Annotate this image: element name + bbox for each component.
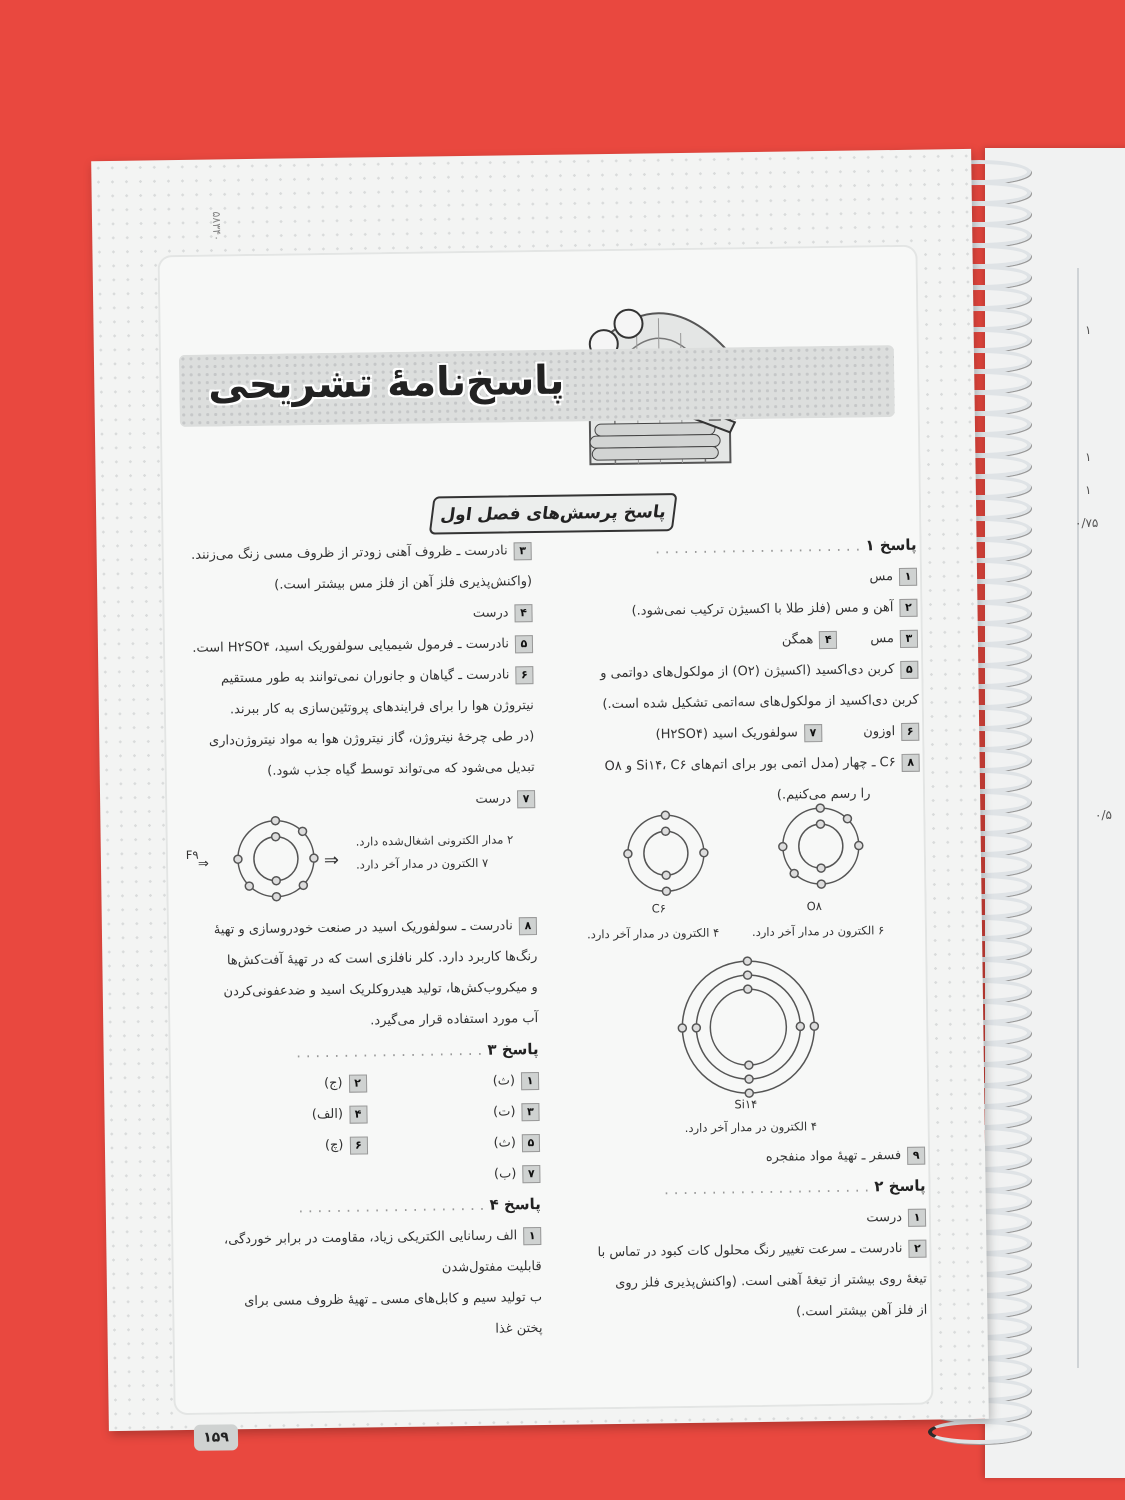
- left-column-middle: [192, 910, 543, 1349]
- answer-line: را رسم می‌کنیم.): [776, 786, 871, 803]
- fluorine-line-2: ۷ الکترون در مدار آخر دارد.: [355, 855, 489, 872]
- answer-line: ۵کربن دی‌اکسید (اکسیژن (O۲) از مولکول‌های دواتمی و: [553, 654, 918, 690]
- score-value: ۰/۵: [1095, 808, 1112, 822]
- answer-3-heading: پاسخ ۳ . . . . . . . . . . . . . . . . . . . .: [296, 1040, 539, 1062]
- oxygen-caption: ۶ الکترون در مدار آخر دارد.: [751, 923, 885, 940]
- grid-row: ۷(ب): [195, 1158, 540, 1194]
- oxygen-atom: [778, 804, 863, 889]
- answer-line: نیتروژن هوا را برای فرایندهای پروتئین‌سازی به کار ببرند.: [229, 698, 534, 718]
- silicon-atom: [677, 956, 819, 1098]
- answer-line: تبدیل می‌شود که می‌تواند توسط گیاه جذب شود.): [267, 760, 535, 779]
- answer-line: ۴درست: [187, 597, 532, 633]
- page-title: پاسخ‌نامۀ تشریحی: [207, 357, 565, 409]
- carbon-label: C۶: [651, 901, 666, 916]
- answer-line: ۹فسفر ـ تهیهٔ مواد منفجره: [560, 1140, 925, 1176]
- answer-line: ۱درست: [561, 1202, 926, 1238]
- answer-line: ۳نادرست ـ ظروف آهنی زودتر از ظروف مسی زنگ می‌زنند.: [186, 535, 531, 571]
- answer-2-heading: پاسخ ۲ . . . . . . . . . . . . . . . . . . . . . .: [663, 1176, 926, 1199]
- left-column: [186, 535, 535, 819]
- answer-line: قابلیت مفتول‌شدن: [441, 1259, 542, 1276]
- spiral-coil: [928, 1420, 1031, 1444]
- fluorine-line-1: ۲ مدار الکترونی اشغال‌شده دارد.: [355, 832, 514, 849]
- silicon-caption: ۴ الکترون در مدار آخر دارد.: [684, 1119, 818, 1136]
- answer-line: و میکروب‌کش‌ها، تولید هیدروکلریک اسید و ضدعفونی‌کردن: [223, 980, 538, 1000]
- score-value: ۰/۷۵: [1075, 516, 1099, 530]
- answer-line: (در طی چرخهٔ نیتروژن، گاز نیتروژن هوا به مواد نیتروژن‌داری: [208, 729, 535, 749]
- grid-row: ۳(ت) ۴(الف): [194, 1096, 539, 1132]
- answer-line: ۲آهن و مس (فلز طلا با اکسیژن ترکیب نمی‌شود.): [552, 592, 917, 628]
- answer-line: پختن غذا: [495, 1321, 543, 1337]
- score-value: ۱: [1085, 450, 1092, 464]
- answer-line: ب تولید سیم و کابل‌های مسی ـ تهیهٔ ظروف مسی برای: [244, 1290, 543, 1310]
- column-rule: [1077, 268, 1079, 1368]
- answer-line: ۲نادرست ـ سرعت تغییر رنگ محلول کات کبود در تماس با: [561, 1233, 926, 1269]
- section-title: پاسخ پرسش‌های فصل اول: [429, 493, 678, 534]
- answer-line: ۶اوزون ۷سولفوریک اسید (H۲SO۴): [554, 716, 919, 752]
- answer-line: رنگ‌ها کاربرد دارد. کلر نافلزی است که در تهیهٔ آفت‌کش‌ها: [226, 949, 538, 969]
- right-column-bottom: [560, 1140, 928, 1331]
- svg-text:⇒: ⇒: [323, 849, 340, 872]
- carbon-caption: ۴ الکترون در مدار آخر دارد.: [586, 925, 720, 942]
- answer-1-heading: پاسخ ۱ . . . . . . . . . . . . . . . . . . . . . .: [655, 535, 917, 558]
- answer-line: ۶نادرست ـ گیاهان و جانوران نمی‌توانند به طور مستقیم: [188, 659, 533, 695]
- answer-line: ۳مس ۴همگن: [553, 623, 918, 659]
- carbon-atom: [623, 811, 708, 896]
- answer-line: ۱مس: [552, 561, 917, 597]
- oxygen-label: O۸: [806, 899, 822, 914]
- page-content: [157, 245, 933, 1446]
- answer-line: ۵نادرست ـ فرمول شیمیایی سولفوریک اسید، H۲SO۴ است.: [188, 628, 533, 664]
- fluorine-atom: [195, 808, 356, 910]
- answer-4-heading: پاسخ ۴ . . . . . . . . . . . . . . . . . . . .: [298, 1195, 541, 1217]
- answer-line: از فلز آهن بیشتر است.): [796, 1302, 928, 1320]
- fluorine-label: F۹: [185, 847, 199, 862]
- answer-page: [91, 149, 989, 1446]
- grid-row: ۵(ث) ۶(چ): [195, 1127, 540, 1163]
- answer-line: تیغهٔ روی بیشتر از تیغهٔ آهنی است. (واکنش‌پذیری فلز روی: [615, 1271, 927, 1291]
- answer-line: ۸C۶ ـ چهار (مدل اتمی بور برای اتم‌های Si۱۴، C۶ و O۸: [554, 747, 919, 783]
- score-value: ۱: [1085, 323, 1092, 337]
- answer-line: ۷درست: [190, 783, 535, 819]
- page-number: ۱۵۹: [194, 1424, 238, 1451]
- answer-line: آب مورد استفاده قرار می‌گیرد.: [370, 1011, 539, 1029]
- svg-text:⇒: ⇒: [197, 856, 210, 872]
- silicon-label: Si۱۴: [734, 1096, 758, 1112]
- answer-line: (واکنش‌پذیری فلز آهن از فلز مس بیشتر است.): [274, 574, 533, 593]
- answer-line: ۱الف رسانایی الکتریکی زیاد، مقاومت در برابر خوردگی،: [196, 1220, 541, 1256]
- side-code: ۵۸۳۴۰: [209, 211, 224, 242]
- right-column: [551, 530, 920, 814]
- grid-row: ۱(ث) ۲(ج): [194, 1065, 539, 1101]
- answer-line: کربن دی‌اکسید از مولکول‌های سه‌اتمی تشکیل شده است.): [602, 692, 919, 713]
- atom-diagrams: [585, 795, 910, 1139]
- score-value: ۱: [1085, 483, 1092, 497]
- answer-line: ۸نادرست ـ سولفوریک اسید در صنعت خودروسازی و تهیهٔ: [192, 910, 537, 946]
